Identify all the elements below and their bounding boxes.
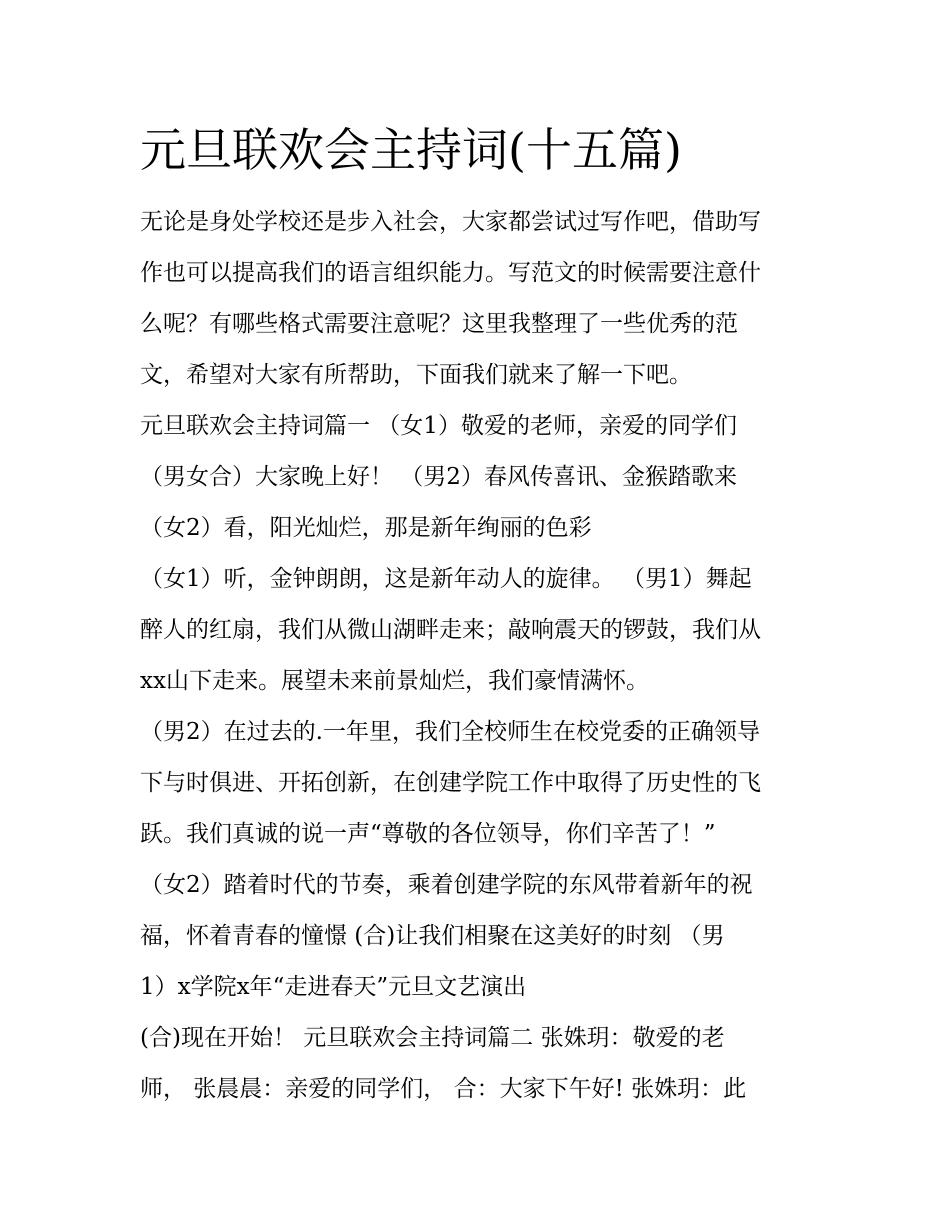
document-title: 元旦联欢会主持词(十五篇) — [140, 123, 682, 177]
body-line: 师， 张晨晨：亲爱的同学们， 合：大家下午好! 张姝玥：此 — [140, 1076, 747, 1102]
body-line: 么呢？有哪些格式需要注意呢？这里我整理了一些优秀的范 — [140, 311, 738, 337]
body-line: （男2）在过去的.一年里，我们全校师生在校党委的正确领导 — [140, 719, 760, 745]
body-line: 作也可以提高我们的语言组织能力。写范文的时候需要注意什 — [140, 260, 761, 286]
body-line: 1）x学院x年“走进春天”元旦文艺演出 — [140, 974, 527, 1000]
body-line: 无论是身处学校还是步入社会，大家都尝试过写作吧，借助写 — [140, 209, 761, 235]
body-line: 醉人的红扇，我们从微山湖畔走来；敲响震天的锣鼓，我们从 — [140, 617, 761, 643]
body-line: 元旦联欢会主持词篇一 （女1）敬爱的老师，亲爱的同学们 — [140, 413, 737, 439]
body-line: 下与时俱进、开拓创新，在创建学院工作中取得了历史性的飞 — [140, 770, 761, 796]
body-line: xx山下走来。展望未来前景灿烂，我们豪情满怀。 — [140, 668, 649, 694]
body-line: 文，希望对大家有所帮助，下面我们就来了解一下吧。 — [140, 362, 692, 388]
document-body — [140, 197, 820, 1115]
body-line: （男女合）大家晚上好！ （男2）春风传喜讯、金猴踏歌来 — [140, 464, 737, 490]
body-line: 福，怀着青春的憧憬 (合)让我们相聚在这美好的时刻 （男 — [140, 923, 725, 949]
body-line: 跃。我们真诚的说一声“尊敬的各位领导，你们辛苦了！” — [140, 821, 716, 847]
body-line: （女2）看，阳光灿烂，那是新年绚丽的色彩 — [140, 515, 592, 541]
body-line: (合)现在开始！ 元旦联欢会主持词篇二 张姝玥：敬爱的老 — [140, 1025, 725, 1051]
body-line: （女2）踏着时代的节奏，乘着创建学院的东风带着新年的祝 — [140, 872, 753, 898]
body-line: （女1）听，金钟朗朗，这是新年动人的旋律。 （男1）舞起 — [140, 566, 752, 592]
